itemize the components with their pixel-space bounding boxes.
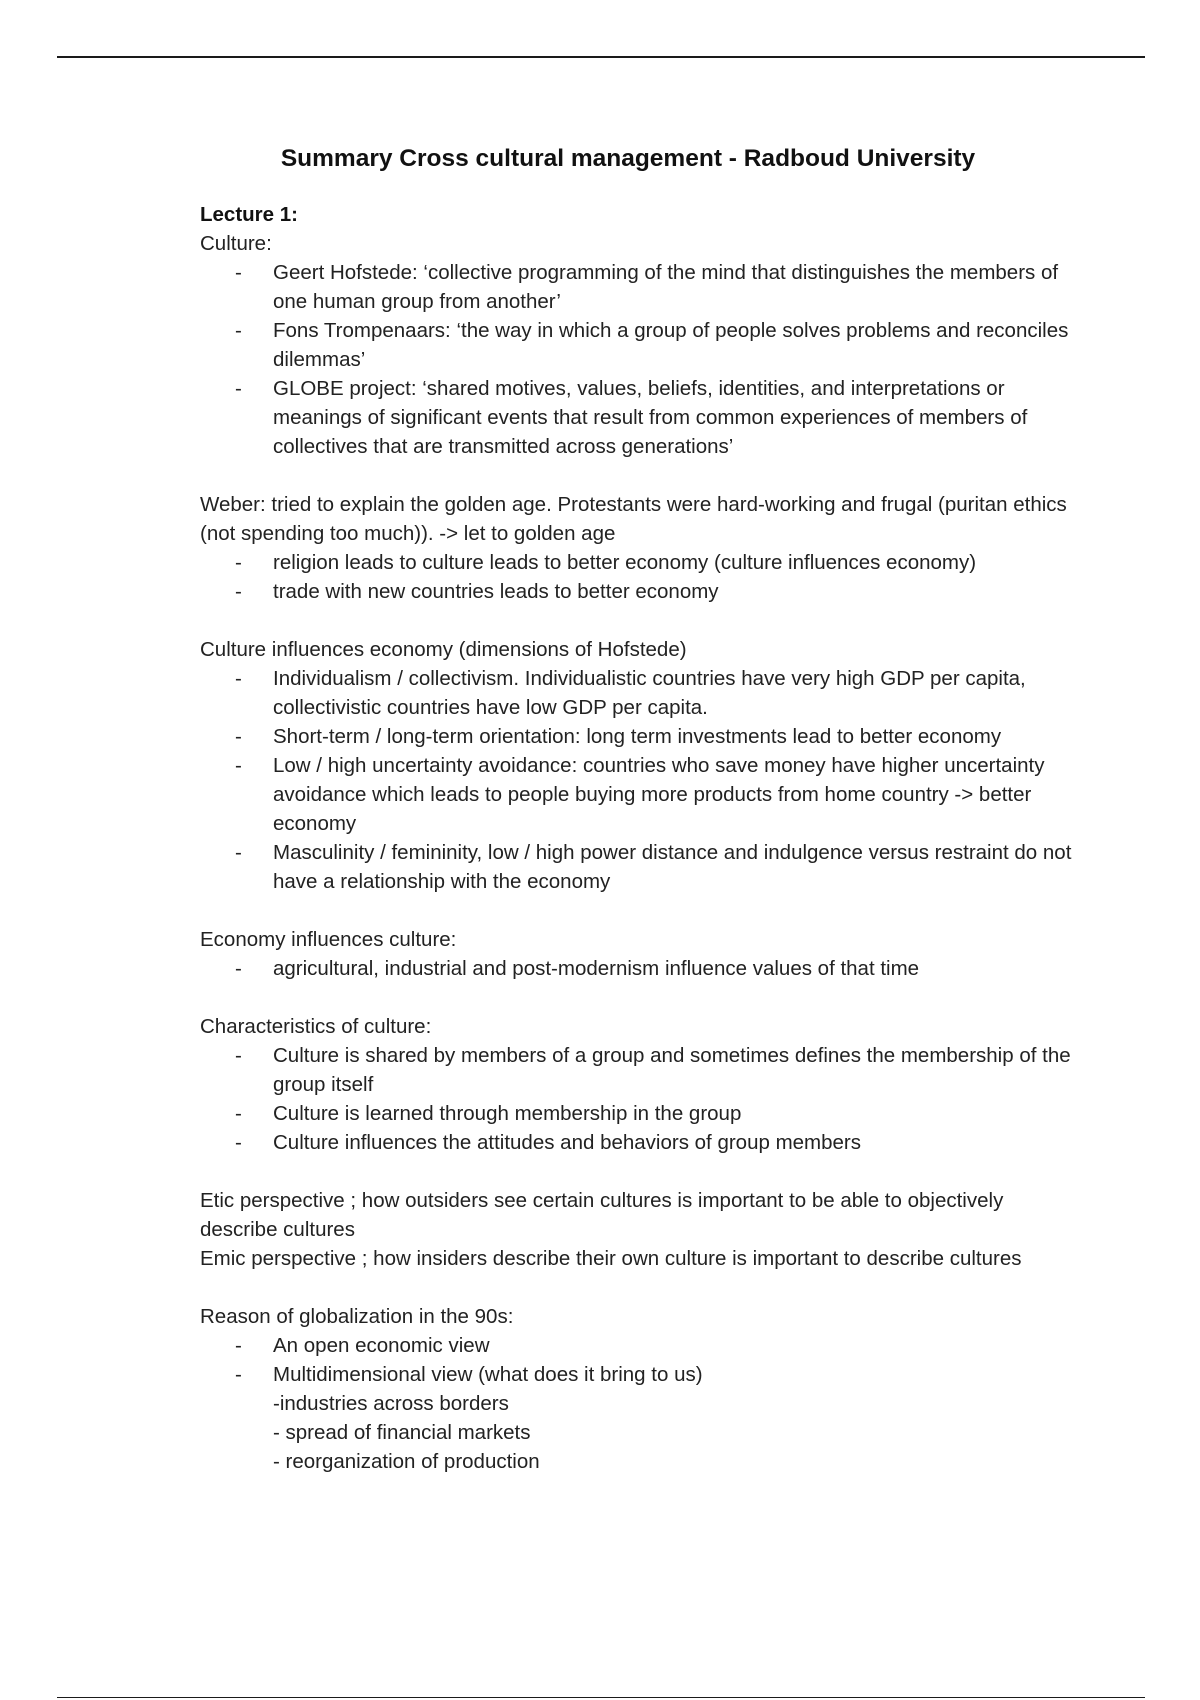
list-item: - Low / high uncertainty avoidance: countries who save money have higher uncertainty avoidance which leads to people buying more products from home country -> better economy (273, 751, 1080, 838)
lecture-heading: Lecture 1: (200, 203, 298, 226)
emic-perspective: Emic perspective ; how insiders describe their own culture is important to describe cultures (200, 1247, 1022, 1270)
top-rule (57, 56, 1145, 58)
list-item: - Individualism / collectivism. Individualistic countries have very high GDP per capita, collectivistic countries have low GDP per capita. (273, 664, 1080, 722)
etic-perspective: Etic perspective ; how outsiders see certain cultures is important to be able to objectively describe cultures (200, 1189, 1004, 1241)
list-item: - Culture is learned through membership in the group (273, 1099, 1080, 1128)
bottom-rule (57, 1697, 1145, 1698)
document-page (200, 140, 1080, 1476)
culture-economy-heading: Culture influences economy (dimensions of Hofstede) (200, 638, 687, 661)
list-item: - Geert Hofstede: ‘collective programming of the mind that distinguishes the members of one human group from another’ (273, 258, 1080, 316)
list-item: - Fons Trompenaars: ‘the way in which a group of people solves problems and reconciles dilemmas’ (273, 316, 1080, 374)
list-item: - religion leads to culture leads to better economy (culture influences economy) (273, 548, 1080, 577)
globalization-section (200, 1302, 1080, 1476)
culture-economy-list (200, 664, 1080, 896)
economy-culture-section (200, 925, 1080, 983)
characteristics-heading: Characteristics of culture: (200, 1015, 432, 1038)
list-item: - GLOBE project: ‘shared motives, values, beliefs, identities, and interpretations or meanings of significant events that result from common experiences of members of collectives that are transmitted across generations’ (273, 374, 1080, 461)
sub-item: - spread of financial markets (273, 1421, 531, 1444)
list-item: - agricultural, industrial and post-modernism influence values of that time (273, 954, 1080, 983)
list-item: - Culture influences the attitudes and behaviors of group members (273, 1128, 1080, 1157)
sub-item: - reorganization of production (273, 1450, 540, 1473)
list-item: - Masculinity / femininity, low / high power distance and indulgence versus restraint do not have a relationship with the economy (273, 838, 1080, 896)
economy-culture-list (200, 954, 1080, 983)
weber-list (200, 548, 1080, 606)
culture-list (200, 258, 1080, 461)
list-item: - Culture is shared by members of a group and sometimes defines the membership of the group itself (273, 1041, 1080, 1099)
list-item: - An open economic view (273, 1331, 1080, 1360)
weber-section (200, 490, 1080, 606)
economy-culture-heading: Economy influences culture: (200, 928, 457, 951)
document-title: Summary Cross cultural management - Radboud University (280, 145, 976, 172)
sub-item: -industries across borders (273, 1392, 509, 1415)
perspectives-section (200, 1186, 1080, 1273)
culture-heading: Culture: (200, 232, 272, 255)
culture-economy-section (200, 635, 1080, 896)
weber-text: Weber: tried to explain the golden age. Protestants were hard-working and frugal (puritan ethics (not spending too much)). -> let to golden age (200, 493, 1067, 545)
globalization-heading: Reason of globalization in the 90s: (200, 1305, 514, 1328)
list-item-text: - Multidimensional view (what does it bring to us) (273, 1363, 703, 1386)
characteristics-section (200, 1012, 1080, 1157)
list-item: - Short-term / long-term orientation: long term investments lead to better economy (273, 722, 1080, 751)
characteristics-list (200, 1041, 1080, 1157)
list-item (273, 1360, 1080, 1476)
globalization-list (200, 1331, 1080, 1476)
list-item: - trade with new countries leads to better economy (273, 577, 1080, 606)
